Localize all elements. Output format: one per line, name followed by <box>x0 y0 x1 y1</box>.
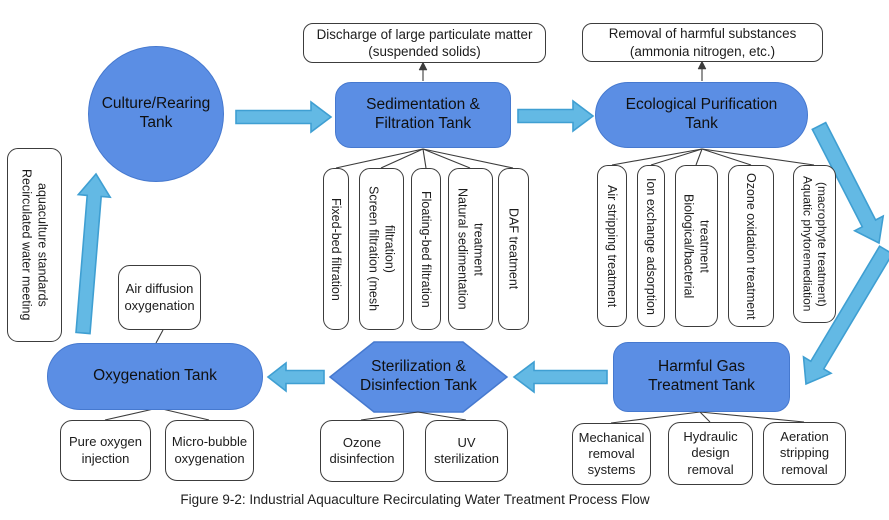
method-daf-treatment <box>498 168 529 330</box>
arrow-oxygenation-to-culture <box>76 174 110 334</box>
culture-rearing-tank-label: Culture/Rearing Tank <box>101 95 211 131</box>
method-hydraulic-design-removal <box>668 422 753 485</box>
method-label: Screen filtration (mesh filtration) <box>366 186 397 312</box>
method-label: Floating-bed filtration <box>419 190 433 308</box>
method-ion-exchange <box>637 165 665 327</box>
ecological-purification-tank-label: Ecological Purification Tank <box>625 96 778 132</box>
method-biological-bacterial <box>675 165 718 327</box>
method-air-stripping <box>597 165 627 327</box>
sterilization-disinfection-tank-label: Sterilization & Disinfection Tank <box>360 358 477 394</box>
method-label: UV sterilization <box>433 434 500 466</box>
sedimentation-filtration-tank-label: Sedimentation & Filtration Tank <box>366 96 480 132</box>
connector-line <box>696 149 702 165</box>
method-label: Biological/bacterial treatment <box>681 193 712 299</box>
discharge-annotation-box <box>303 23 546 63</box>
method-fixed-bed-filtration <box>323 168 349 330</box>
method-natural-sedimentation <box>448 168 493 330</box>
figure-caption: Figure 9-2: Industrial Aquaculture Recirculating Water Treatment Process Flow <box>180 492 650 507</box>
arrow-sterilization-to-oxygenation <box>268 363 324 391</box>
method-label: Micro-bubble oxygenation <box>171 434 248 466</box>
connector-line <box>423 149 426 168</box>
method-ozone-oxidation <box>728 165 774 327</box>
connector-line <box>423 149 470 168</box>
method-screen-filtration <box>359 168 404 330</box>
method-label: Ion exchange adsorption <box>644 177 658 315</box>
method-label: Aquatic phytoremediation (macrophyte treatment) <box>800 176 829 312</box>
method-label: DAF treatment <box>506 208 521 290</box>
removal-annotation-box <box>582 23 823 62</box>
arrow-harmful-gas-to-sterilization <box>514 362 607 392</box>
removal-annotation-label: Removal of harmful substances (ammonia nitrogen, etc.) <box>608 26 797 59</box>
method-label: Air stripping treatment <box>605 184 619 308</box>
method-label: Ozone disinfection <box>329 434 395 466</box>
recirculated-water-label: Recirculated water meeting aquaculture standards <box>19 169 50 321</box>
method-label: Pure oxygen injection <box>69 434 142 466</box>
oxygenation-tank-label: Oxygenation Tank <box>93 367 217 385</box>
discharge-annotation-label: Discharge of large particulate matter (suspended solids) <box>316 26 533 59</box>
connector-line <box>361 412 418 420</box>
annotation-arrowhead <box>698 61 706 69</box>
connector-line <box>381 149 423 168</box>
recirculated-water-box <box>7 148 62 342</box>
oxygenation-tank <box>47 343 263 410</box>
arrow-culture-to-sedimentation <box>236 102 331 132</box>
connector-line <box>418 412 466 420</box>
connector-line <box>702 149 751 165</box>
sterilization-disinfection-tank <box>340 344 497 410</box>
connector-line <box>423 149 513 168</box>
harmful-gas-treatment-tank <box>613 342 790 412</box>
method-micro-bubble-oxygenation <box>165 420 254 481</box>
connector-line <box>336 149 423 168</box>
sedimentation-filtration-tank <box>335 82 511 148</box>
method-label: Natural sedimentation treatment <box>455 188 486 310</box>
air-diffusion-box <box>118 265 201 330</box>
connector-line <box>700 412 804 422</box>
method-label: Aeration stripping removal <box>779 429 830 477</box>
method-label: Fixed-bed filtration <box>329 197 343 301</box>
harmful-gas-treatment-tank-label: Harmful Gas Treatment Tank <box>648 358 755 394</box>
connector-line <box>700 412 710 422</box>
connector-line <box>702 149 814 165</box>
method-ozone-disinfection <box>320 420 404 482</box>
method-pure-oxygen-injection <box>60 420 151 481</box>
air-diffusion-label: Air diffusion oxygenation <box>124 281 195 313</box>
method-uv-sterilization <box>425 420 508 482</box>
method-mechanical-removal <box>572 423 651 485</box>
annotation-arrowhead <box>419 62 427 70</box>
ecological-purification-tank <box>595 82 808 148</box>
method-aquatic-phytoremediation <box>793 165 836 323</box>
method-aeration-stripping-removal <box>763 422 846 485</box>
method-floating-bed-filtration <box>411 168 441 330</box>
arrow-sedimentation-to-ecological <box>518 101 593 131</box>
method-label: Mechanical removal systems <box>578 429 645 478</box>
method-label: Ozone oxidation treatment <box>744 172 758 320</box>
connector-line <box>156 330 163 343</box>
culture-rearing-tank <box>88 46 224 182</box>
method-label: Hydraulic design removal <box>683 429 738 477</box>
